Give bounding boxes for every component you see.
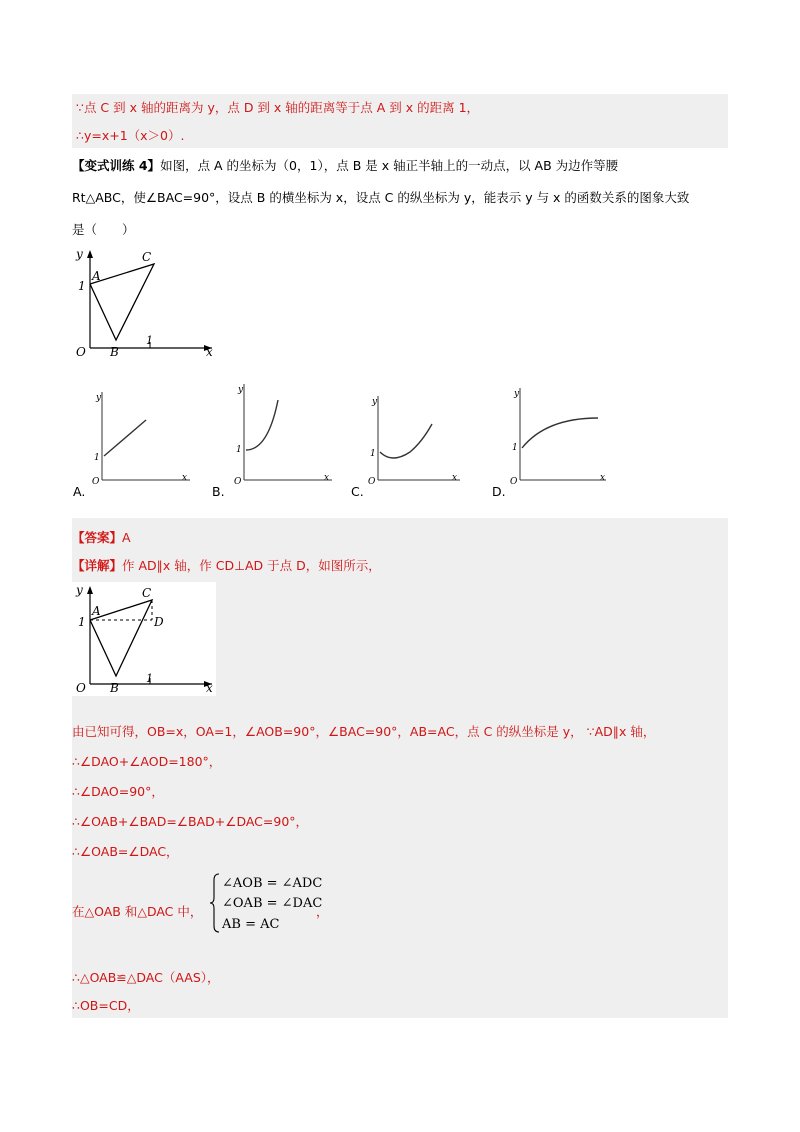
detail-line-2: ∴∠DAO+∠AOD=180°， [72, 754, 222, 769]
prev-line-2: ∴y=x+1（x＞0）. [76, 128, 185, 143]
opt-a-O: O [92, 477, 100, 487]
opt-b-1: 1 [236, 445, 242, 455]
system-line-2: ∠OAB = ∠DAC [222, 896, 323, 911]
opt-b-x: x [324, 473, 330, 483]
opt-d-1: 1 [512, 443, 518, 453]
opt-d-x: x [600, 473, 606, 483]
detail-label-one-x: 1 [146, 672, 153, 685]
detail-label-A: A [92, 604, 101, 618]
detail-line-4: ∴∠OAB+∠BAD=∠BAD+∠DAC=90°， [72, 814, 309, 829]
opt-a-x: x [182, 473, 188, 483]
opt-d-y: y [514, 389, 520, 399]
system-suffix: ， [316, 904, 329, 919]
fig-label-O: O [76, 345, 86, 359]
option-d-graph [506, 384, 612, 488]
detail-line-1: 由已知可得，OB=x，OA=1，∠AOB=90°，∠BAC=90°，AB=AC，点 C 的纵坐标是 y， ∵AD∥x 轴， [72, 724, 656, 739]
opt-a-y: y [96, 393, 102, 403]
problem-line-2: Rt△ABC，使∠BAC=90°，设点 B 的横坐标为 x，设点 C 的纵坐标为 y，能表示 y 与 x 的函数关系的图象大致 [72, 190, 690, 205]
problem-tag: 【变式训练 4】 [72, 158, 161, 173]
opt-b-O: O [234, 477, 242, 487]
opt-c-x: x [452, 473, 458, 483]
equation-system [210, 872, 330, 934]
problem-line-3: 是（ ） [72, 222, 135, 237]
detail-label-y: y [76, 583, 83, 597]
option-a-label[interactable]: A. [73, 484, 86, 499]
answer-line [72, 530, 131, 546]
detail-first: 作 AD∥x 轴，作 CD⊥AD 于点 D，如图所示， [122, 558, 381, 573]
answer-tag: 【答案】 [72, 530, 123, 545]
detail-label-C: C [142, 586, 152, 600]
system-line-1: ∠AOB = ∠ADC [222, 876, 323, 891]
option-c-graph [364, 392, 464, 488]
detail-label-D: D [154, 615, 164, 629]
opt-a-1: 1 [94, 453, 100, 463]
opt-c-1: 1 [370, 449, 376, 459]
answer-value: A [122, 530, 131, 545]
option-d-label[interactable]: D. [492, 484, 506, 499]
detail-line [72, 558, 381, 574]
detail-label-1: 1 [78, 615, 86, 629]
fig-label-B: B [110, 345, 119, 359]
fig-label-x: x [206, 345, 213, 359]
option-b-graph [228, 380, 338, 488]
fig-label-1: 1 [78, 279, 86, 293]
option-a-graph [86, 388, 196, 488]
problem-figure [70, 244, 220, 360]
detail-after-1: ∴△OAB≌△DAC（AAS）， [72, 970, 220, 985]
detail-line-3: ∴∠DAO=90°， [72, 784, 164, 799]
system-prefix: 在△OAB 和△DAC 中， [72, 904, 203, 919]
detail-line-5: ∴∠OAB=∠DAC， [72, 844, 179, 859]
fig-label-y: y [76, 247, 83, 261]
detail-tag: 【详解】 [72, 558, 123, 573]
option-c-label[interactable]: C. [351, 484, 364, 499]
fig-label-A: A [92, 269, 101, 283]
opt-c-O: O [368, 477, 376, 487]
detail-label-x: x [206, 681, 213, 695]
detail-after-2: ∴OB=CD， [72, 998, 140, 1013]
detail-figure [72, 582, 216, 696]
option-b-label[interactable]: B. [212, 484, 225, 499]
opt-c-y: y [372, 397, 378, 407]
problem-line-1 [72, 158, 618, 174]
fig-label-C: C [142, 250, 152, 264]
system-line-3: AB = AC [222, 917, 280, 932]
fig-label-one-x: 1 [146, 334, 153, 347]
prev-line-1: ∵点 C 到 x 轴的距离为 y，点 D 到 x 轴的距离等于点 A 到 x 的距离 1， [76, 100, 480, 115]
opt-d-O: O [510, 477, 518, 487]
opt-b-y: y [238, 385, 244, 395]
problem-text-1: 如图，点 A 的坐标为（0，1），点 B 是 x 轴正半轴上的一动点，以 AB 为边作等腰 [160, 158, 619, 173]
detail-label-O: O [76, 681, 86, 695]
detail-label-B: B [110, 681, 119, 695]
